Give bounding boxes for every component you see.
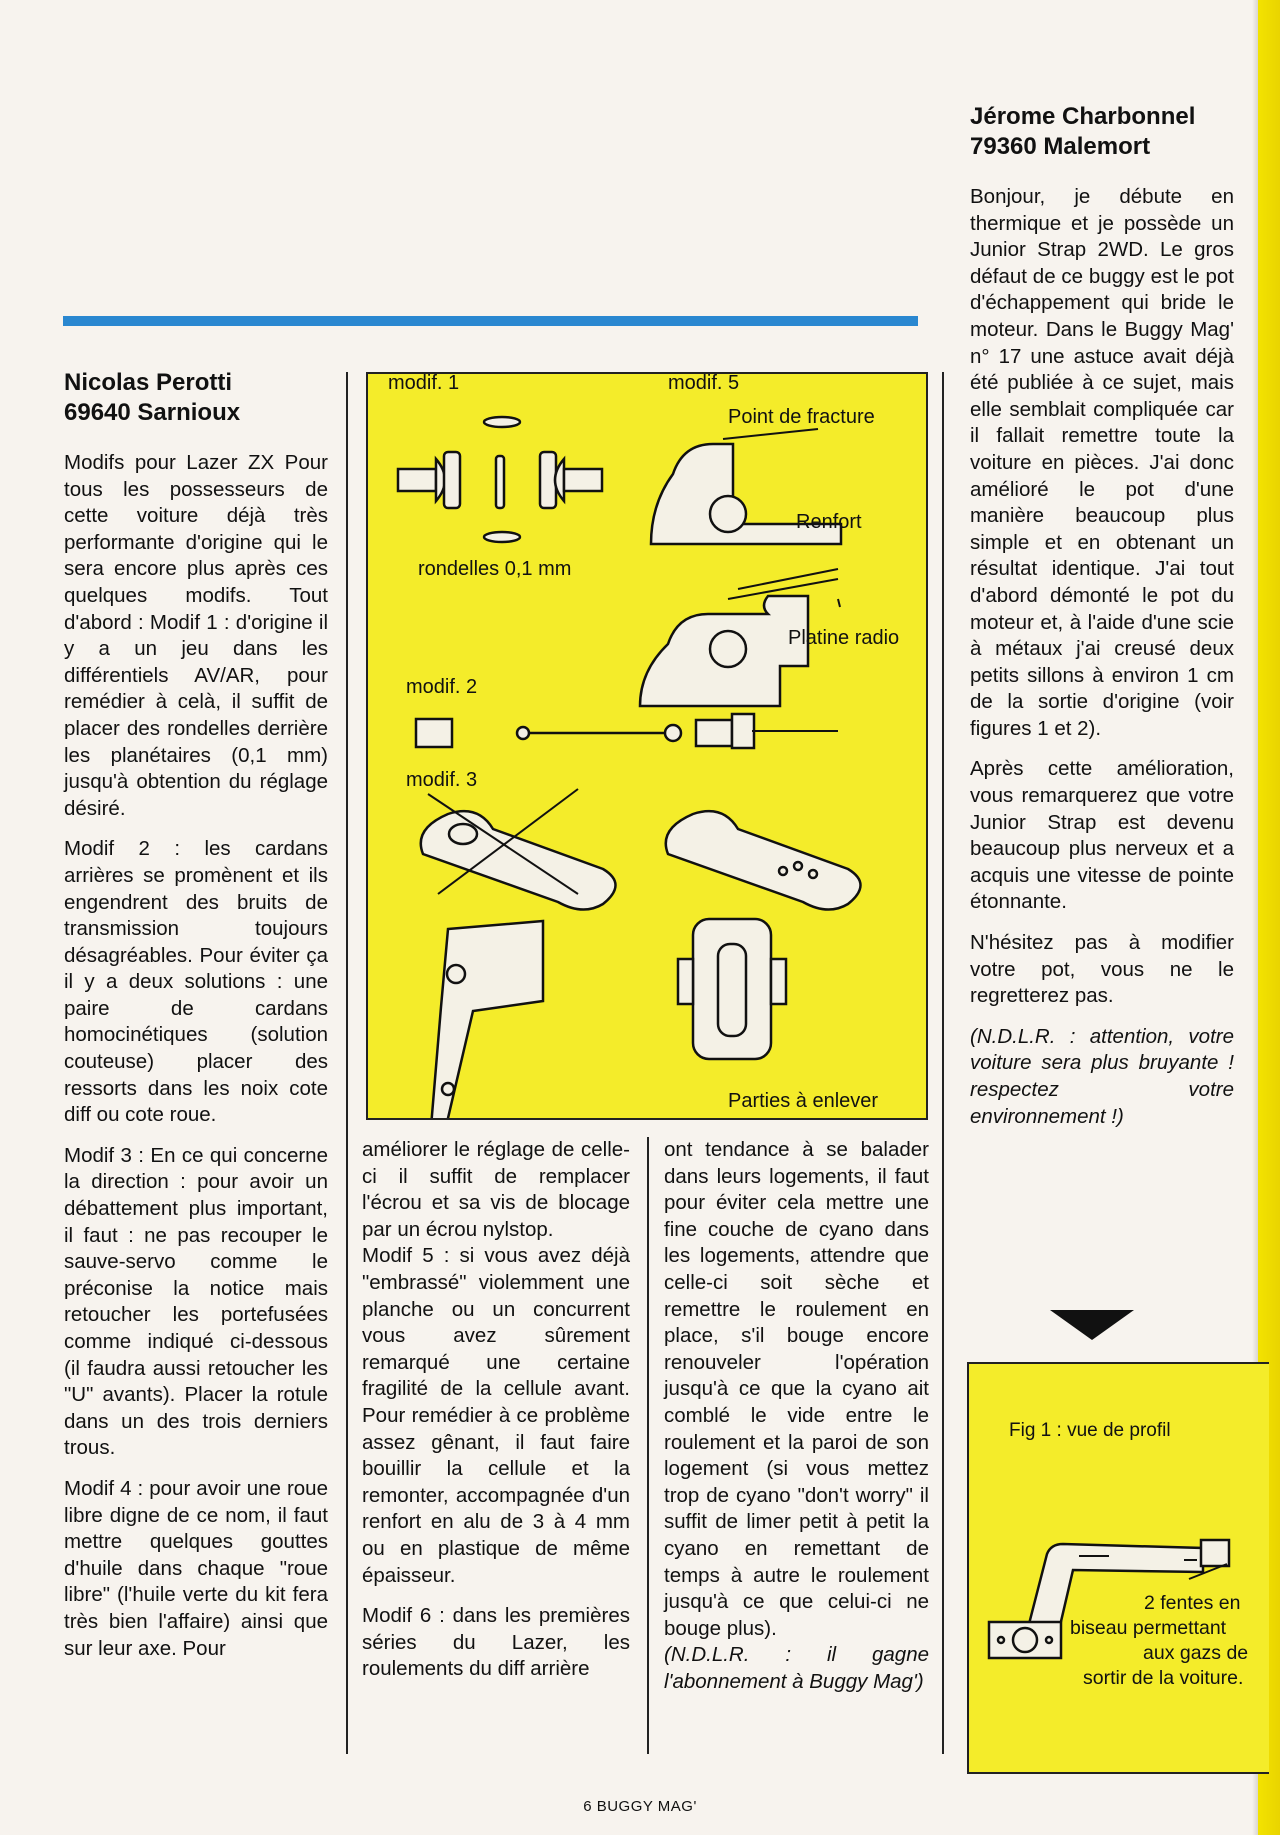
- left-article: [64, 368, 328, 1662]
- fig1-caption-2: biseau permettant: [1070, 1617, 1227, 1639]
- exhaust-drawing: [969, 1364, 1269, 1772]
- editor-note: (N.D.L.R. : attention, votre voiture sera plus bruyante ! respectez votre environnement !): [970, 1024, 1234, 1128]
- fig1-caption-1: 2 fentes en: [1144, 1592, 1241, 1614]
- paragraph: Modif 3 : En ce qui concerne la direction : pour avoir un débattement plus important, il faut : ne pas recouper le sauve-servo comme le préconise la notice mais retoucher les portefusées comme indiqué ci-dessous (il faudra aussi retoucher les "U" avants). Placer la rotule dans un des trois derniers trous.: [64, 1143, 328, 1460]
- page-footer: 6 BUGGY MAG': [583, 1798, 697, 1815]
- middle-column-2: [664, 1137, 929, 1695]
- label-platine: Platine radio: [788, 627, 900, 649]
- fig1-title: Fig 1 : vue de profil: [1009, 1420, 1171, 1441]
- paragraph: N'hésitez pas à modifier votre pot, vous ne le regretterez pas.: [970, 931, 1234, 1008]
- arrow-down-icon: [1050, 1310, 1134, 1340]
- paragraph: Après cette amélioration, vous remarquerez que votre Junior Strap est devenu beaucoup plus nerveux et a acquis une vitesse de pointe étonnante.: [970, 757, 1234, 914]
- fig1-caption-3: aux gazs de: [1143, 1642, 1249, 1664]
- label-modif3: modif. 3: [406, 769, 478, 791]
- paragraph: améliorer le réglage de celle-ci il suffit de remplacer l'écrou et sa vis de blocage par un écrou nylstop.: [362, 1138, 630, 1241]
- exhaust-profile-figure: [967, 1362, 1269, 1774]
- label-modif5: modif. 5: [668, 372, 740, 394]
- label-modif1: modif. 1: [388, 372, 460, 394]
- paragraph: Modif 6 : dans les premières séries du Lazer, les roulements du diff arrière: [362, 1604, 630, 1681]
- column-rule: [346, 372, 348, 1754]
- section-divider: [63, 316, 918, 326]
- modifications-diagram: [366, 372, 928, 1120]
- editor-note: (N.D.L.R. : il gagne l'abonnement à Buggy Mag'): [664, 1643, 929, 1693]
- paragraph: Modif 4 : pour avoir une roue libre digne de ce nom, il faut mettre quelques gouttes d'huile dans chaque "roue libre" (l'huile verte du kit fera très bien l'affaire) ainsi que sur leur axe. Pour: [64, 1476, 328, 1660]
- diagram-drawing: [368, 374, 926, 1118]
- label-point-fracture: Point de fracture: [728, 406, 875, 428]
- author-place: 69640 Sarnioux: [64, 399, 241, 426]
- label-parties: Parties à enlever: [728, 1090, 879, 1112]
- paragraph: Modif 2 : les cardans arrières se promènent et ils engendrent des bruits de transmission toujours désagréables. Pour éviter ça il y a deux solutions : une paire de cardans homocinétiques (solution couteuse) placer des ressorts dans les noix cote diff ou cote roue.: [64, 837, 328, 1127]
- paragraph: Modif 5 : si vous avez déjà "embrassé" violemment une planche ou un concurrent vous avez sûrement remarqué une certaine fragilité de la cellule avant. Pour remédier à ce problème assez gênant, il faut faire bouillir la cellule et la remonter, accompagnée d'un renfort en alu de 3 à 4 mm ou en plastique de même épaisseur.: [362, 1244, 630, 1587]
- label-renfort: Renfort: [796, 511, 862, 533]
- column-rule: [647, 1137, 649, 1754]
- author-name: Jérome Charbonnel: [970, 103, 1196, 130]
- paragraph: Bonjour, je débute en thermique et je possède un Junior Strap 2WD. Le gros défaut de ce buggy est le pot d'échappement qui bride le moteur. Dans le Buggy Mag' n° 17 une astuce avait déjà été publiée à ce sujet, mais elle semblait compliquée car il fallait remettre toute la voiture en pièces. J'ai donc amélioré le pot d'une manière beaucoup plus simple et en obtenant un résultat identique. J'ai tout d'abord démonté le pot du moteur et, à l'aide d'une scie à métaux j'ai creusé deux petits sillons à environ 1 cm de la sortie d'origine (voir figures 1 et 2).: [970, 185, 1234, 740]
- label-rondelles: rondelles 0,1 mm: [418, 558, 572, 580]
- author-heading: [64, 368, 328, 428]
- column-rule: [942, 372, 944, 1754]
- label-modif2: modif. 2: [406, 676, 478, 698]
- paragraph: ont tendance à se balader dans leurs logements, il faut pour éviter cela mettre une fine couche de cyano dans les logements, attendre que celle-ci soit sèche et remettre le roulement en place, s'il bouge encore renouveler l'opération jusqu'à ce que la cyano ait comblé le vide entre le roulement et la paroi de son logement (si vous mettez trop de cyano "don't worry" il suffit de limer petit à petit la cyano en remettant de temps à autre le roulement jusqu'à ce que celui-ci ne bouge plus).: [664, 1138, 929, 1640]
- fig1-caption-4: sortir de la voiture.: [1083, 1667, 1244, 1689]
- author-place: 79360 Malemort: [970, 133, 1151, 160]
- middle-column-1: [362, 1137, 630, 1683]
- right-article: [970, 102, 1234, 1144]
- paragraph: Modifs pour Lazer ZX Pour tous les possesseurs de cette voiture déjà très performante d'origine qui le sera encore plus après ces quelques modifs. Tout d'abord : Modif 1 : d'origine il y a un jeu dans les différentiels AV/AR, pour remédier à celà, il suffit de placer des rondelles derrière les planétaires (0,1 mm) jusqu'à obtention du réglage désiré.: [64, 451, 328, 820]
- author-name: Nicolas Perotti: [64, 369, 233, 396]
- author-heading: [970, 102, 1234, 162]
